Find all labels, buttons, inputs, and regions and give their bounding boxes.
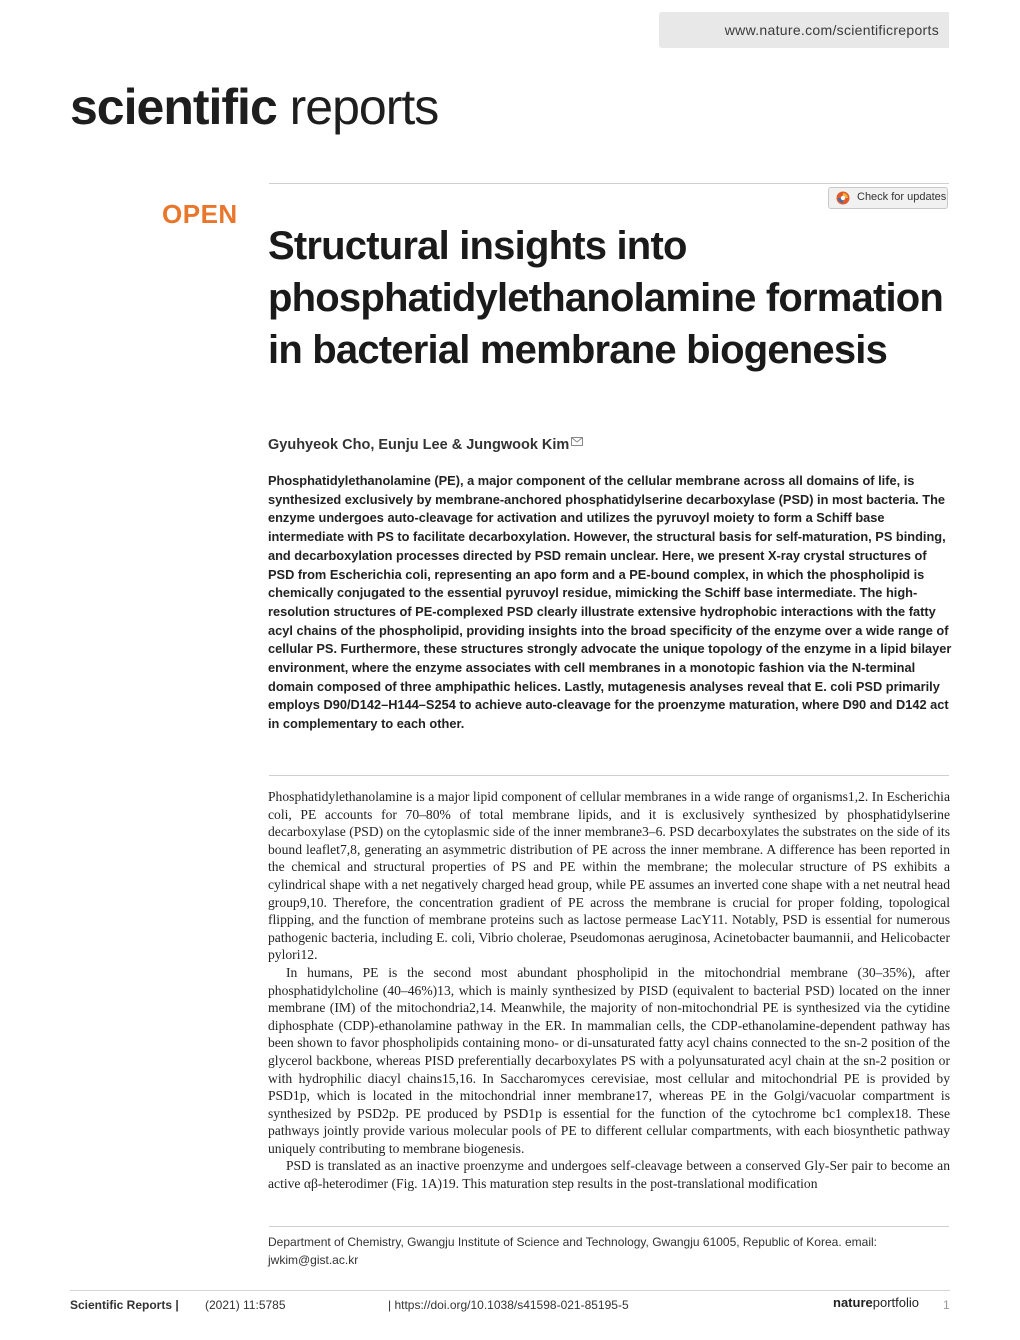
abstract: Phosphatidylethanolamine (PE), a major component of the cellular membrane across all domains of life, is synthesized exclusively by membrane-anchored phosphatidylserine decarboxylase (PSD) in most bacteria. The enzyme undergoes auto-cleavage for activation and utilizes the pyruvoyl moiety to form a Schiff base intermediate with PS to facilitate decarboxylation. However, the structural basis for self-maturation, PS binding, and decarboxylation processes directed by PSD remain unclear. Here, we present X-ray crystal structures of PSD from Escherichia coli, representing an apo form and a PE-bound complex, in which the phospholipid is chemically conjugated to the essential pyruvoyl residue, mimicking the Schiff base intermediate. The high-resolution structures of PE-complexed PSD clearly illustrate extensive hydrophobic interactions with the fatty acyl chains of the phospholipid, providing insights into the broad specificity of the enzyme over a wide range of cellular PS. Furthermore, these structures strongly advocate the unique topology of the enzyme in a lipid bilayer environment, where the enzyme associates with cell membranes in a monotopic fashion via the N-terminal domain composed of three amphipathic helices. Lastly, mutagenesis analyses reveal that E. coli PSD primarily employs D90/D142–H144–S254 to achieve auto-cleavage for the proenzyme maturation, where D90 and D142 act in complementary to each other. [268, 473, 952, 732]
check-for-updates-label: Check for updates [857, 191, 947, 203]
author-list [268, 437, 583, 453]
body-paragraph-3: PSD is translated as an inactive proenzyme and undergoes self-cleavage between a conserved Gly-Ser pair to become an active αβ-heterodimer (Fig. 1A)19. This maturation step results in the post-translational modification [268, 1158, 950, 1192]
body-paragraph-2: In humans, PE is the second most abundant phospholipid in the mitochondrial membrane (30–35%), after phosphatidylcholine (40–46%)13, which is mainly synthesized by PISD (equivalent to bacterial PSD) located on the inner membrane (IM) of the mitochondria2,14. Meanwhile, the majority of non-mitochondrial PE is synthesized via the cytidine diphosphate (CDP)-ethanolamine pathway in the ER. In mammalian cells, the CDP-ethanolamine-dependent pathway has been shown to favor phospholipids containing mono- or di-unsaturated fatty acyl chains connected to the sn-2 position of the glycerol backbone, whereas PISD preferentially decarboxylates PS with a polyunsaturated acyl chain at the sn-2 position or with hydrophilic diacyl chains15,16. In Saccharomyces cerevisiae, most cellular and mitochondrial PE is provided by PSD1p, which is located in the mitochondrial inner membrane17, whereas PE in the Golgi/vacuolar compartment is synthesized by PSD2p. PE produced by PSD1p is essential for the function of the cytochrome bc1 complex18. These pathways jointly provide various molecular pools of PE to different cellular compartments, with each biosynthetic pathway uniquely contributing to membrane biogenesis. [268, 964, 950, 1156]
open-access-label: OPEN [162, 199, 238, 229]
journal-logo-bold: scientific [70, 79, 277, 135]
footer-year-volume: (2021) 11:5785 [205, 1298, 286, 1312]
journal-logo-light: reports [276, 79, 439, 135]
article-title: Structural insights into phosphatidylethanolamine formation in bacterial membrane biogenesis [268, 224, 944, 372]
page-number: 1 [943, 1298, 950, 1312]
journal-url-bar[interactable] [659, 12, 949, 48]
footer-divider [70, 1290, 950, 1291]
footer-doi-link[interactable]: | https://doi.org/10.1038/s41598-021-85195-5 [388, 1298, 629, 1312]
body-paragraph-1: Phosphatidylethanolamine is a major lipid component of cellular membranes in a wide range of organisms1,2. In Escherichia coli, PE accounts for 70–80% of total membrane lipids, and it is exclusively synthesized by phosphatidylserine decarboxylase (PSD) on the cytoplasmic side of the inner membrane3–6. PSD decarboxylates the substrates on the side of its bound leaflet7,8, generating an asymmetric distribution of PE across the inner membrane. A difference has been reported in the chemical and structural properties of PS and PE within the membrane; the molecular structure of PS exhibits a cylindrical shape with a net negatively charged head group, while PE assumes an inverted cone shape with a net neutral head group9,10. Therefore, the concentration gradient of PE across the membrane is crucial for proper folding, topological flipping, and the function of membrane proteins such as lactose permease LacY11. Notably, PSD is essential for numerous pathogenic bacteria, including E. coli, Vibrio cholerae, Pseudomonas aeruginosa, Acinetobacter baumannii, and Helicobacter pylori12. [268, 789, 950, 963]
email-icon[interactable] [571, 437, 583, 446]
author-affiliation: Department of Chemistry, Gwangju Institute of Science and Technology, Gwangju 61005, Republic of Korea. email: jwkim@gist.ac.kr [268, 1235, 877, 1267]
authors-text: Gyuhyeok Cho, Eunju Lee & Jungwook Kim [268, 437, 570, 453]
publisher-logo [833, 1295, 919, 1310]
publisher-logo-light: portfolio [872, 1295, 919, 1310]
header-divider [269, 183, 949, 184]
affiliation-divider [269, 1226, 949, 1227]
article-body [268, 788, 950, 1193]
abstract-divider [269, 775, 949, 776]
check-for-updates-button[interactable] [828, 187, 948, 209]
publisher-logo-bold: nature [833, 1295, 873, 1310]
crossmark-icon [836, 191, 850, 205]
footer-journal: Scientific Reports | [70, 1298, 179, 1312]
journal-url[interactable]: www.nature.com/scientificreports [724, 22, 939, 38]
journal-logo[interactable] [70, 78, 438, 136]
